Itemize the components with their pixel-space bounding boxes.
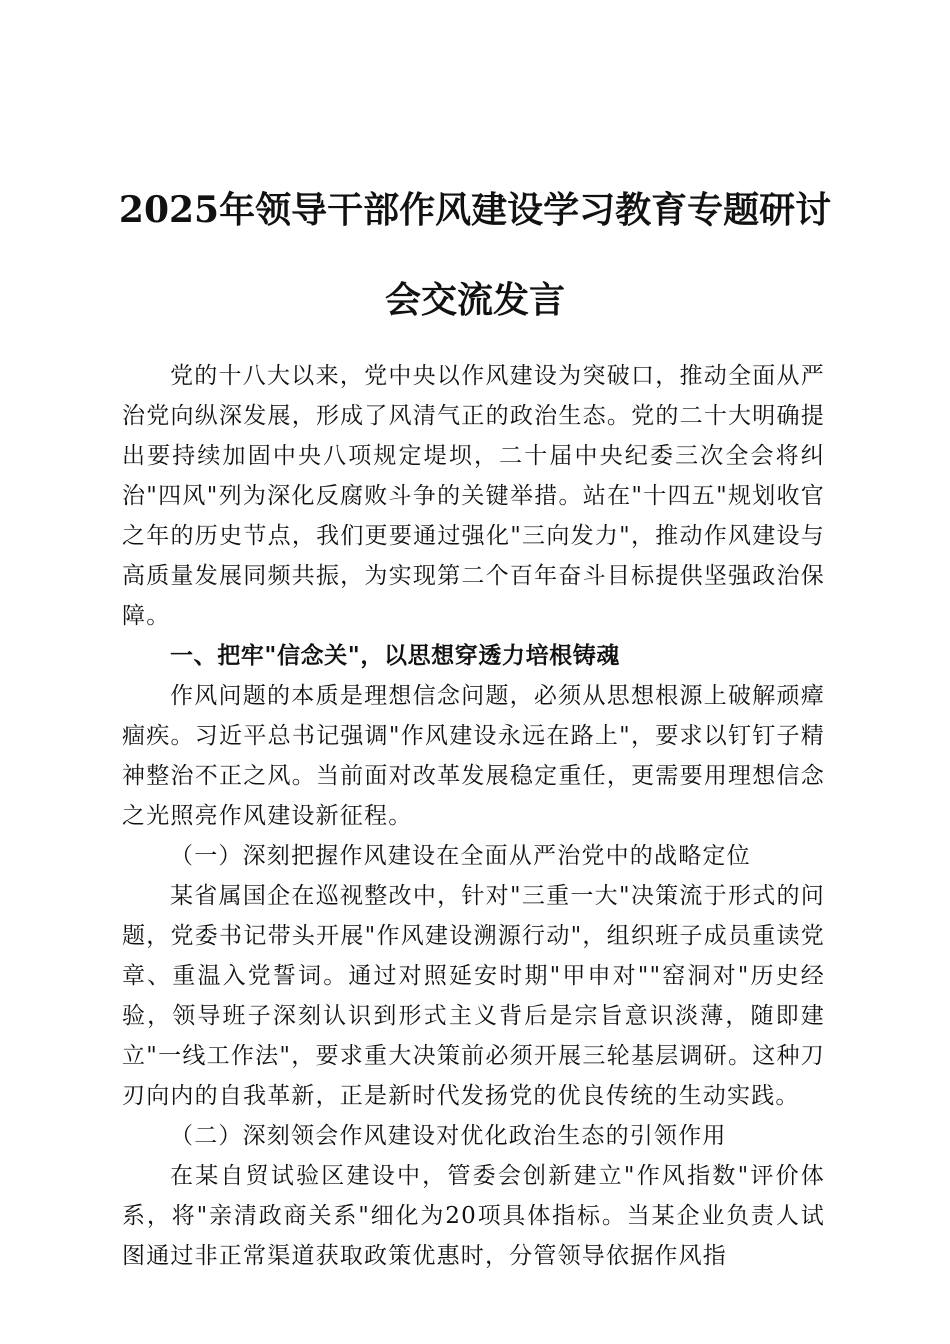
section-heading-1: 一、把牢"信念关"，以思想穿透力培根铸魂 [170, 643, 620, 669]
subsection-1-paragraph: 某省属国企在巡视整改中，针对"三重一大"决策流于形式的问题，党委书记带头开展"作风建设溯源行动"，组织班子成员重读党章、重温入党誓词。通过对照延安时期"甲申对""窑洞对"历史经验，领导班子深刻认识到形式主义背后是宗旨意识淡薄，随即建立"一线工作法"，要求重大决策前必须开展三轮基层调研。这种刀刃向内的自我革新，正是新时代发扬党的优良传统的生动实践。 [122, 883, 825, 1109]
title-line-2: 会交流发言 [384, 279, 565, 321]
subsection-heading-2: （二）深刻领会作风建设对优化政治生态的引领作用 [170, 1123, 727, 1149]
document-title [100, 165, 850, 345]
section-1-paragraph: 作风问题的本质是理想信念问题，必须从思想根源上破解顽瘴痼疾。习近平总书记强调"作风建设永远在路上"，要求以钉钉子精神整治不正之风。当前面对改革发展稳定重任，更需要用理想信念之光照亮作风建设新征程。 [122, 683, 825, 829]
subsection-2-paragraph: 在某自贸试验区建设中，管委会创新建立"作风指数"评价体系，将"亲清政商关系"细化为20项具体指标。当某企业负责人试图通过非正常渠道获取政策优惠时，分管领导依据作风指 [122, 1163, 825, 1269]
subsection-heading-1: （一）深刻把握作风建设在全面从严治党中的战略定位 [170, 843, 751, 869]
title-line-1: 2025年领导干部作风建设学习教育专题研讨 [118, 189, 832, 231]
document-body [122, 356, 825, 1276]
intro-paragraph: 党的十八大以来，党中央以作风建设为突破口，推动全面从严治党向纵深发展，形成了风清气正的政治生态。党的二十大明确提出要持续加固中央八项规定堤坝，二十届中央纪委三次全会将纠治"四风"列为深化反腐败斗争的关键举措。站在"十四五"规划收官之年的历史节点，我们更要通过强化"三向发力"，推动作风建设与高质量发展同频共振，为实现第二个百年奋斗目标提供坚强政治保障。 [122, 363, 825, 629]
